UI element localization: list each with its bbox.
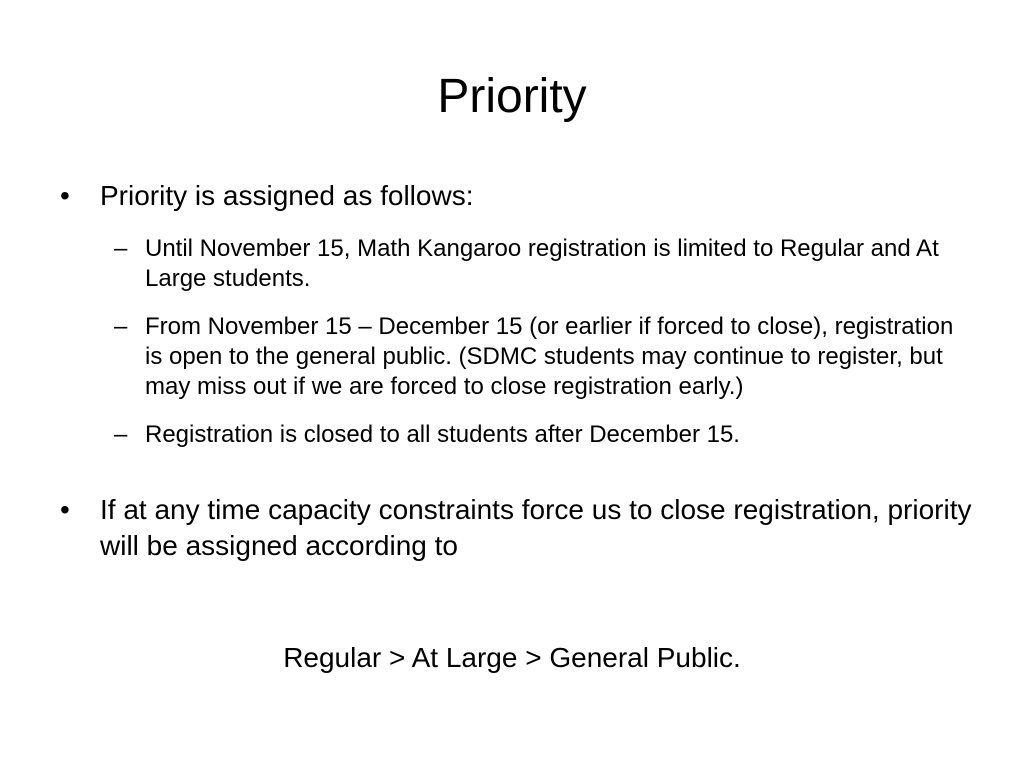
- sub-bullet-text: Registration is closed to all students after December 15.: [145, 421, 740, 448]
- bullet-marker: •: [60, 180, 70, 211]
- bullet-item: [56, 492, 976, 564]
- dash-marker: –: [114, 421, 128, 448]
- dash-marker: –: [114, 313, 128, 340]
- sub-bullet-item: [56, 234, 976, 294]
- bullet-marker: •: [60, 494, 70, 525]
- priority-order: Regular > At Large > General Public.: [283, 642, 741, 673]
- slide-title: Priority: [437, 70, 587, 123]
- sub-bullet-item: [56, 420, 976, 450]
- slide-body: [56, 178, 976, 564]
- sub-bullet-text: Until November 15, Math Kangaroo registration is limited to Regular and At Large students.: [145, 235, 939, 292]
- sub-bullet-item: [56, 312, 976, 402]
- bullet-text: If at any time capacity constraints force us to close registration, priority will be assigned according to: [100, 494, 972, 561]
- bullet-text: Priority is assigned as follows:: [100, 180, 474, 211]
- sub-bullet-text: From November 15 – December 15 (or earlier if forced to close), registration is open to the general public. (SDMC students may continue to register, but may miss out if we are forced to close registration early.): [145, 313, 954, 400]
- dash-marker: –: [114, 235, 128, 262]
- bullet-item: [56, 178, 976, 214]
